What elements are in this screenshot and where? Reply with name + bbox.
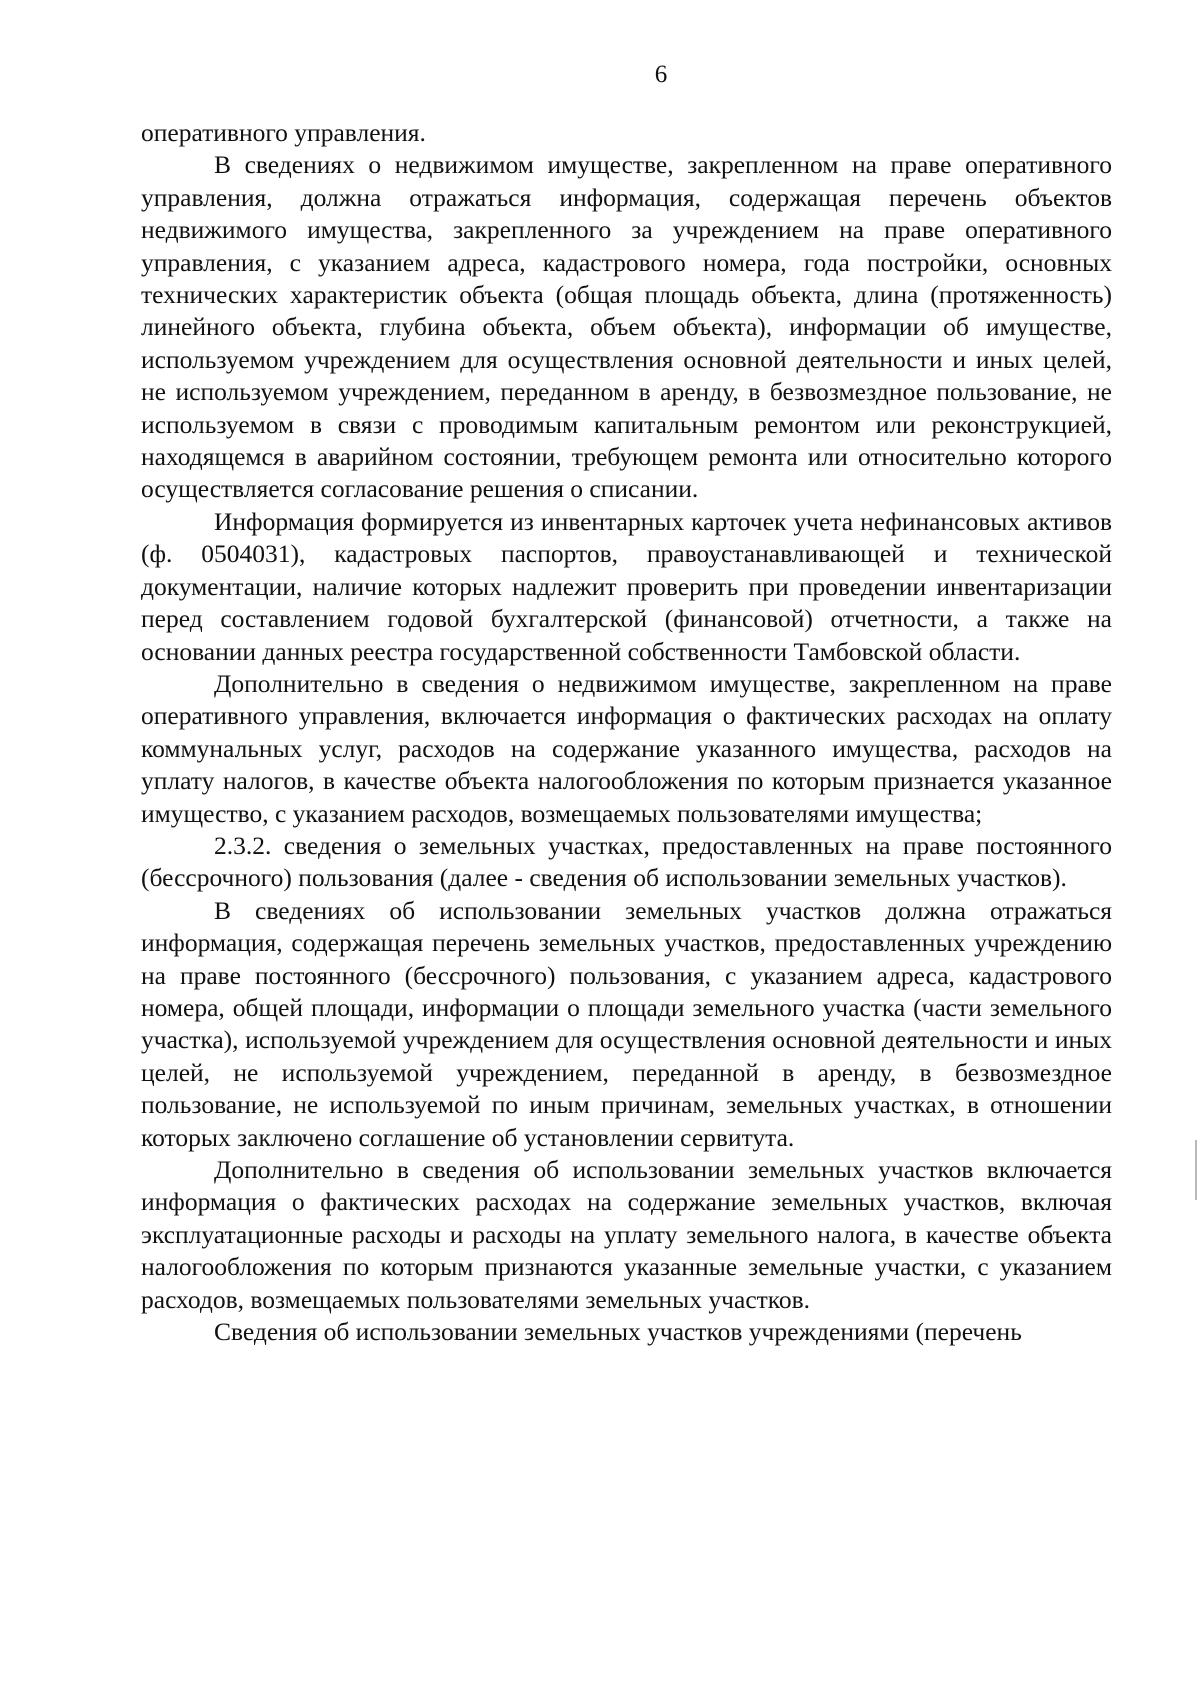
- paragraph-land-plots-info: В сведениях об использовании земельных участков должна отражаться информация, содержащая перечень земельных участков, предоставленных учреждению на праве постоянного (бессрочного) пользования, с указанием адреса, кадастрового номера, общей площади, информации о площади земельного участка (части земельного участка), используемой учреждением для осуществления основной деятельности и иных целей, не используемой учреждением, переданной в аренду, в безвозмездное пользование, не используемой по иным причинам, земельных участках, в отношении которых заключено соглашение об установлении сервитута.: [141, 895, 1112, 1152]
- paragraph-land-plots-usage: Сведения об использовании земельных участков учреждениями (перечень: [214, 1317, 1022, 1347]
- page-number: 6: [654, 61, 668, 88]
- paragraph-real-estate-info: В сведениях о недвижимом имуществе, закрепленном на праве оперативного управления, должна отражаться информация, содержащая перечень объектов недвижимого имущества, закрепленного за учреждением на праве оперативного управления, с указанием адреса, кадастрового номера, года постройки, основных технических характеристик объекта (общая площадь объекта, длина (протяженность) линейного объекта, глубина объекта, объем объекта), информации об имуществе, используемом учреждением для осуществления основной деятельности и иных целей, не используемом учреждением, переданном в аренду, в безвозмездное пользование, не используемом в связи с проводимым капитальным ремонтом или реконструкцией, находящемся в аварийном состоянии, требующем ремонта или относительно которого осуществляется согласование решения о списании.: [141, 150, 1112, 504]
- document-body: [141, 117, 1112, 1348]
- scan-edge-mark: [1195, 1140, 1197, 1200]
- paragraph-continuation: оперативного управления.: [141, 118, 426, 147]
- paragraph-land-plots-expenses: Дополнительно в сведения об использовании земельных участков включается информация о фактических расходах на содержание земельных участков, включая эксплуатационные расходы и расходы на уплату земельного налога, в качестве объекта налогообложения по которым признаются указанные земельные участки, с указанием расходов, возмещаемых пользователями земельных участков.: [141, 1155, 1112, 1314]
- paragraph-section-2-3-2: 2.3.2. сведения о земельных участках, предоставленных на праве постоянного (бессрочного) пользования (далее - сведения об использовании земельных участков).: [141, 830, 1112, 893]
- paragraph-info-sources: Информация формируется из инвентарных карточек учета нефинансовых активов (ф. 0504031), кадастровых паспортов, правоустанавливающей и технической документации, наличие которых надлежит проверить при проведении инвентаризации перед составлением годовой бухгалтерской (финансовой) отчетности, а также на основании данных реестра государственной собственности Тамбовской области.: [141, 506, 1112, 666]
- paragraph-real-estate-expenses: Дополнительно в сведения о недвижимом имуществе, закрепленном на праве оперативного управления, включается информация о фактических расходах на оплату коммунальных услуг, расходов на содержание указанного имущества, расходов на уплату налогов, в качестве объекта налогообложения по которым признается указанное имущество, с указанием расходов, возмещаемых пользователями имущества;: [141, 668, 1112, 828]
